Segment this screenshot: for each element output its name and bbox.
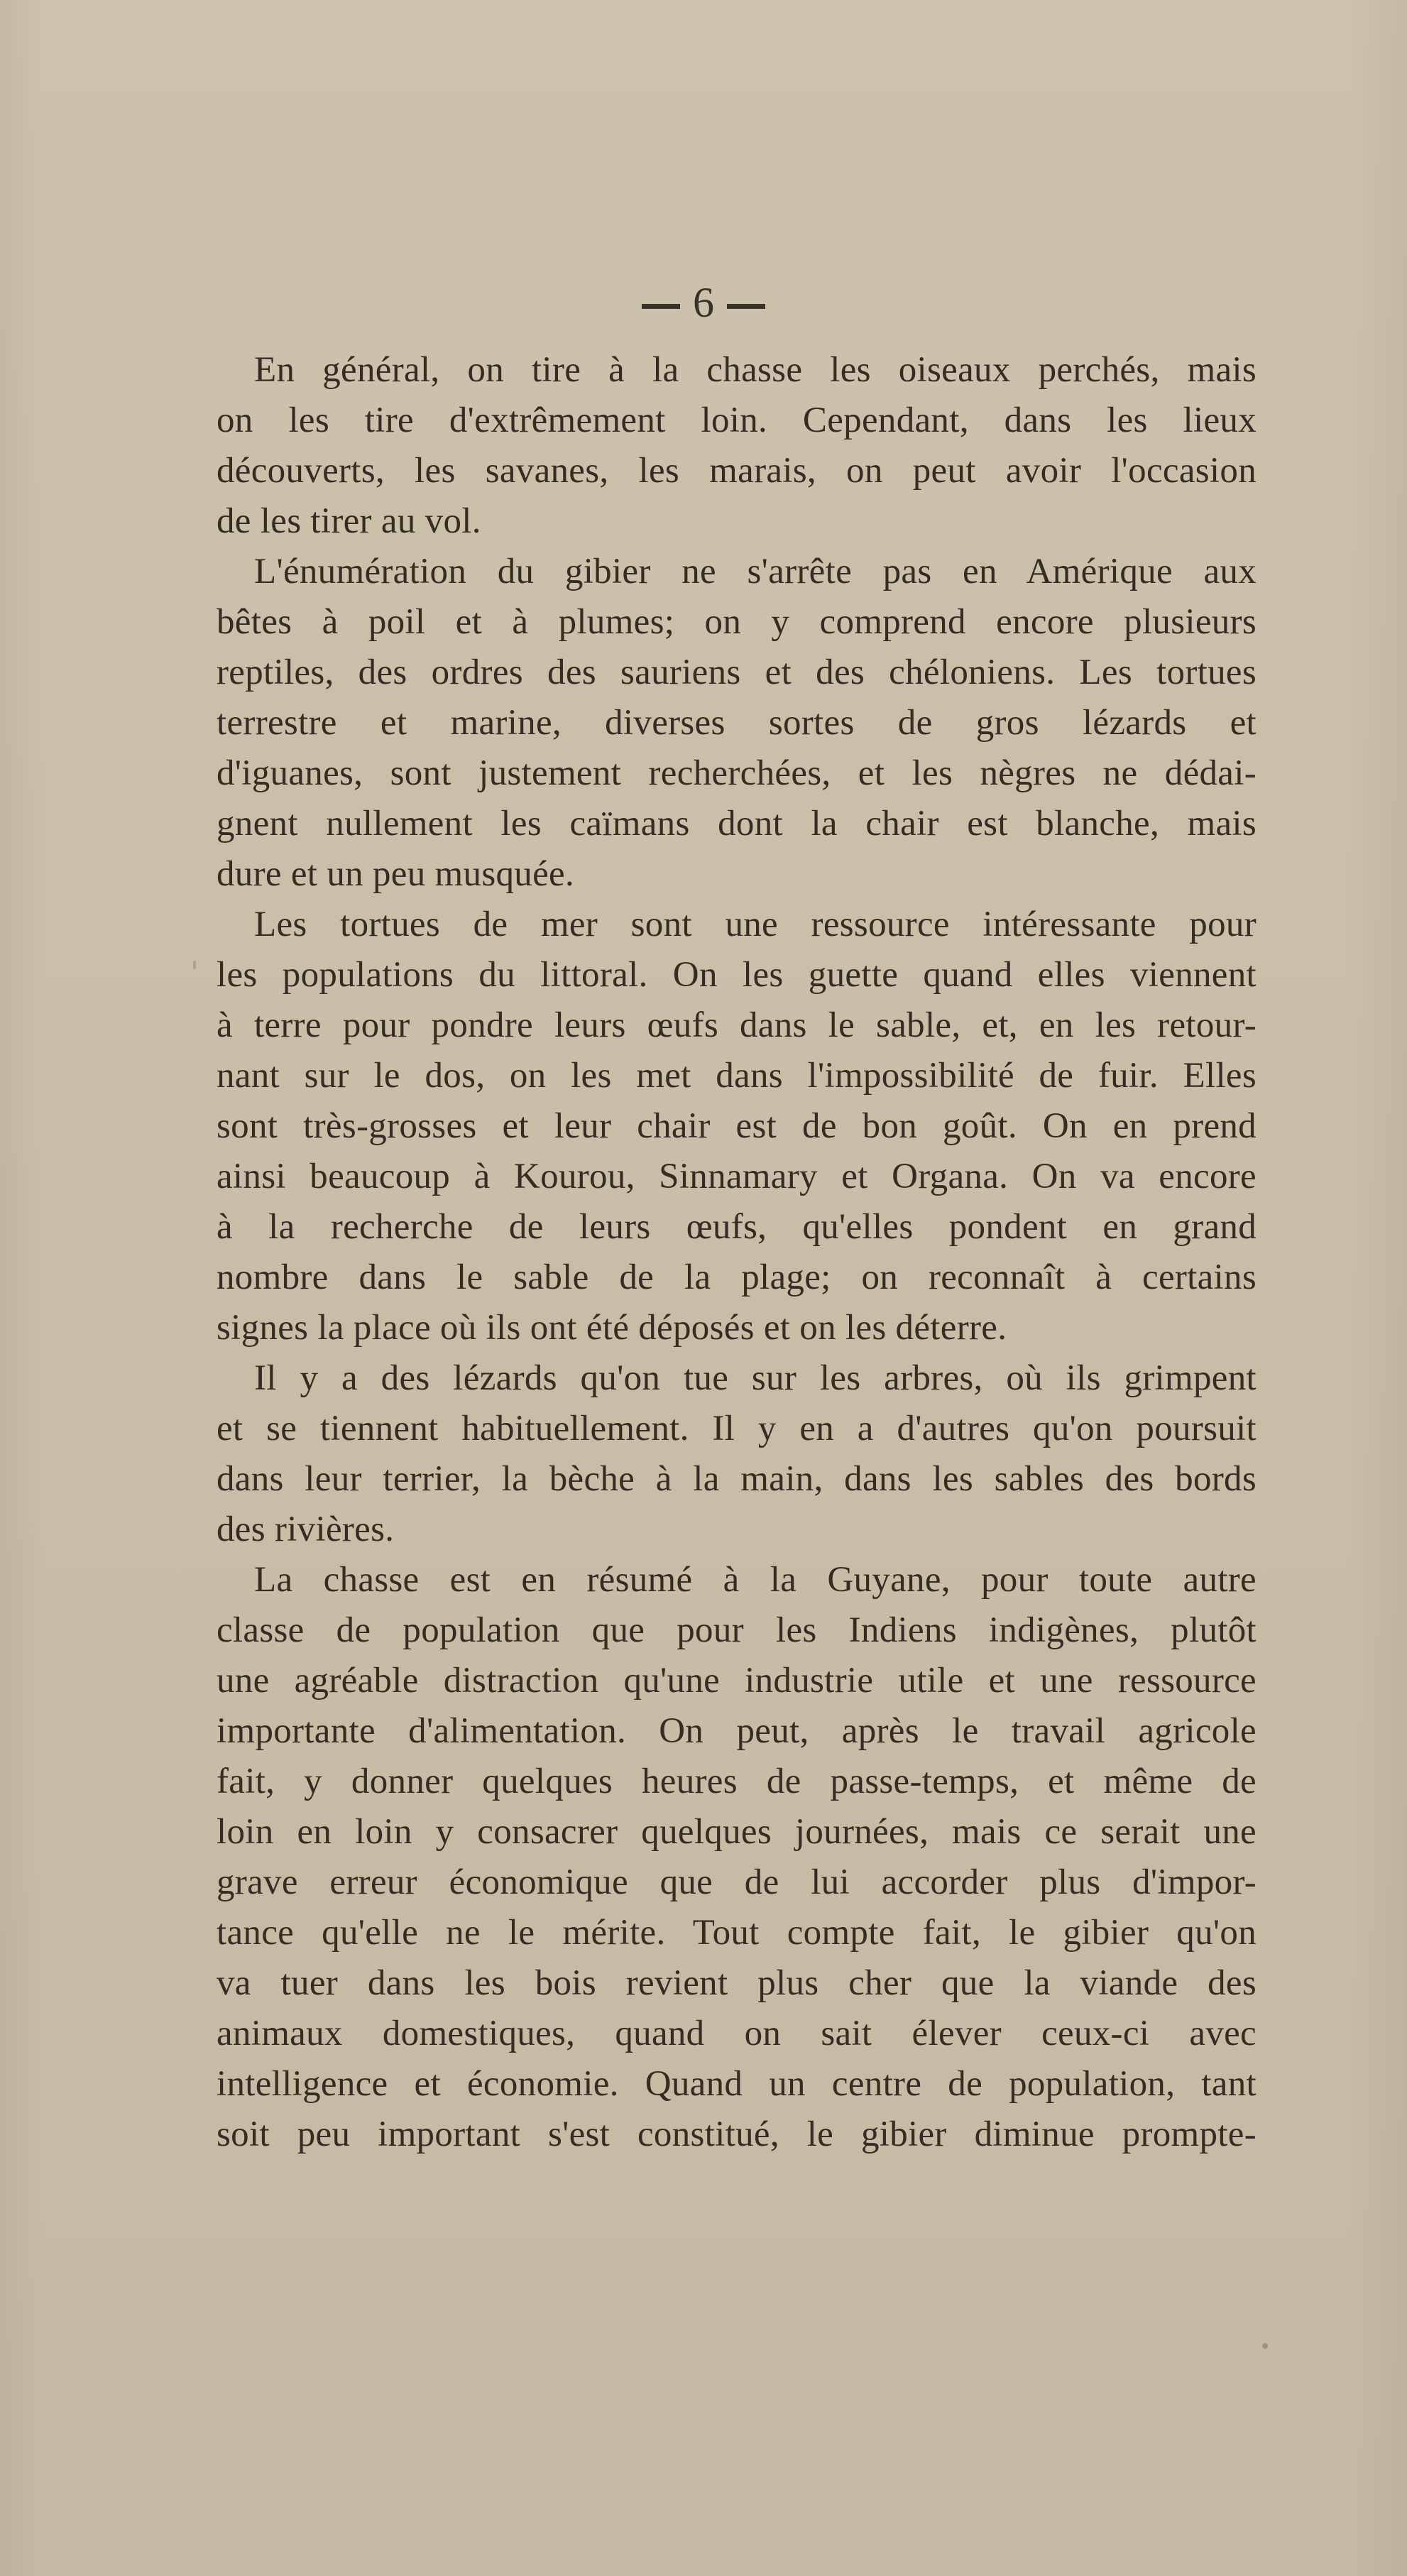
paragraph-1 bbox=[217, 345, 1257, 547]
text-line: à la recherche de leurs œufs, qu'elles pondent en grand bbox=[217, 1207, 1257, 1247]
page-number-value: 6 bbox=[693, 279, 714, 326]
text-line: fait, y donner quelques heures de passe-temps, et même de bbox=[217, 1762, 1257, 1801]
text-line: ainsi beaucoup à Kourou, Sinnamary et Organa. On va encore bbox=[217, 1157, 1257, 1196]
text-line: des rivières. bbox=[217, 1510, 395, 1549]
text-line: découverts, les savanes, les marais, on peut avoir l'occasion bbox=[217, 451, 1257, 491]
text-line: intelligence et économie. Quand un centre de population, tant bbox=[217, 2064, 1257, 2104]
text-line: Les tortues de mer sont une ressource intéressante pour bbox=[254, 905, 1257, 944]
paper-speck bbox=[1262, 2343, 1268, 2349]
text-line: les populations du littoral. On les guette quand elles viennent bbox=[217, 955, 1257, 995]
text-line: bêtes à poil et à plumes; on y comprend encore plusieurs bbox=[217, 602, 1257, 642]
paragraph-3 bbox=[217, 900, 1257, 1353]
text-line: une agréable distraction qu'une industrie utile et une ressource bbox=[217, 1661, 1257, 1701]
body-text bbox=[217, 345, 1257, 2160]
text-line: classe de population que pour les Indiens indigènes, plutôt bbox=[217, 1610, 1257, 1650]
text-line: loin en loin y consacrer quelques journées, mais ce serait une bbox=[217, 1812, 1257, 1852]
text-line: grave erreur économique que de lui accorder plus d'impor- bbox=[217, 1862, 1257, 1902]
text-line: importante d'alimentation. On peut, après le travail agricole bbox=[217, 1711, 1257, 1751]
paragraph-4 bbox=[217, 1353, 1257, 1555]
text-line: nombre dans le sable de la plage; on reconnaît à certains bbox=[217, 1257, 1257, 1297]
paper-speck bbox=[193, 961, 196, 969]
text-line: Il y a des lézards qu'on tue sur les arbres, où ils grimpent bbox=[254, 1358, 1257, 1398]
text-line: et se tiennent habituellement. Il y en a d'autres qu'on poursuit bbox=[217, 1409, 1257, 1448]
text-line: à terre pour pondre leurs œufs dans le sable, et, en les retour- bbox=[217, 1005, 1257, 1045]
text-line: d'iguanes, sont justement recherchées, et les nègres ne dédai- bbox=[217, 753, 1257, 793]
text-line: En général, on tire à la chasse les oiseaux perchés, mais bbox=[254, 350, 1257, 390]
text-line: animaux domestiques, quand on sait élever ceux-ci avec bbox=[217, 2014, 1257, 2053]
text-line: tance qu'elle ne le mérite. Tout compte fait, le gibier qu'on bbox=[217, 1913, 1257, 1953]
text-line: dure et un peu musquée. bbox=[217, 854, 575, 894]
text-line: soit peu important s'est constitué, le gibier diminue prompte- bbox=[217, 2114, 1257, 2154]
page-number bbox=[0, 281, 1407, 326]
text-line: nant sur le dos, on les met dans l'impossibilité de fuir. Elles bbox=[217, 1056, 1257, 1096]
text-line: gnent nullement les caïmans dont la chair est blanche, mais bbox=[217, 804, 1257, 844]
paragraph-2 bbox=[217, 547, 1257, 900]
text-line: on les tire d'extrêmement loin. Cependant, dans les lieux bbox=[217, 400, 1257, 440]
text-line: va tuer dans les bois revient plus cher que la viande des bbox=[217, 1963, 1257, 2003]
text-line: dans leur terrier, la bèche à la main, dans les sables des bords bbox=[217, 1459, 1257, 1499]
text-line: sont très-grosses et leur chair est de bon goût. On en prend bbox=[217, 1106, 1257, 1146]
page-number-dash-right bbox=[727, 304, 765, 309]
paragraph-5 bbox=[217, 1555, 1257, 2160]
text-line: signes la place où ils ont été déposés et on les déterre. bbox=[217, 1308, 1007, 1348]
text-line: reptiles, des ordres des sauriens et des chéloniens. Les tortues bbox=[217, 653, 1257, 692]
text-line: terrestre et marine, diverses sortes de gros lézards et bbox=[217, 703, 1257, 743]
text-line: L'énumération du gibier ne s'arrête pas en Amérique aux bbox=[254, 552, 1257, 591]
text-line: La chasse est en résumé à la Guyane, pour toute autre bbox=[254, 1560, 1257, 1600]
text-line: de les tirer au vol. bbox=[217, 501, 481, 541]
page-number-dash-left bbox=[642, 304, 680, 309]
